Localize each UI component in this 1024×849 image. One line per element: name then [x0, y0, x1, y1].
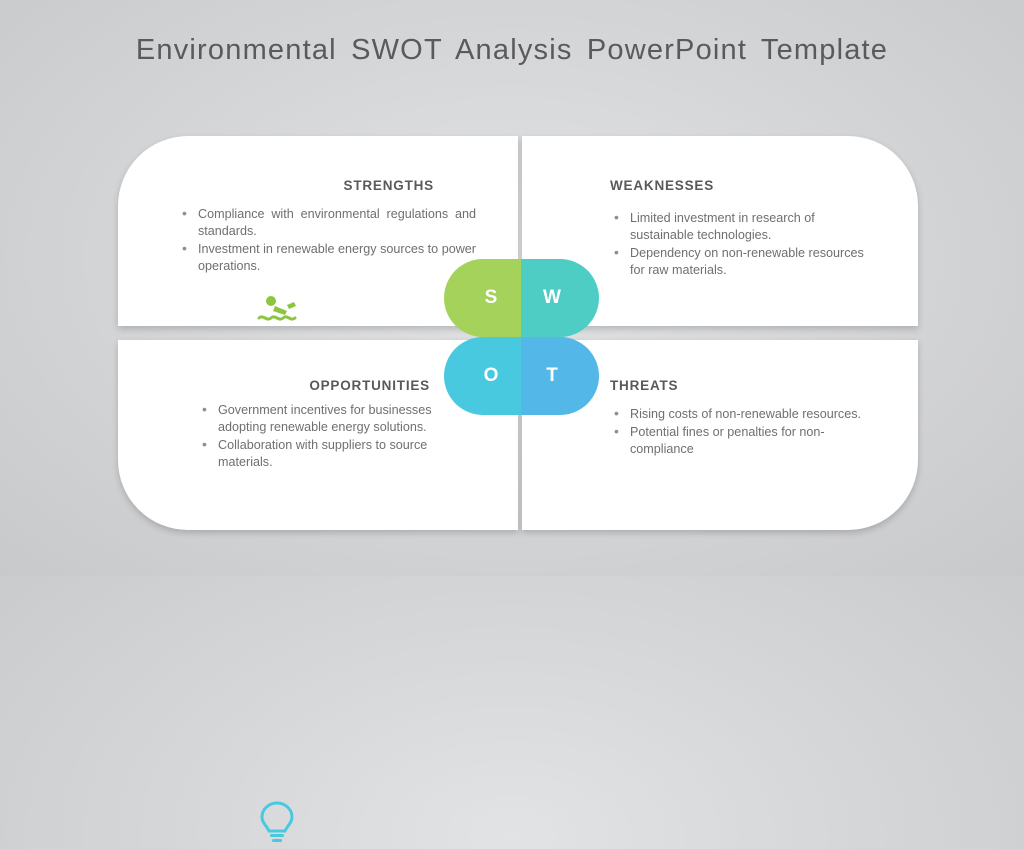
circle-letter-w: W	[543, 287, 561, 308]
circle-letter-s: S	[484, 287, 498, 308]
list-item: • Compliance with environmental regulations and standards.	[176, 206, 476, 240]
heading-threats: THREATS	[610, 378, 679, 393]
list-item: • Government incentives for businesses adopting renewable energy solutions.	[196, 402, 446, 436]
circle-letter-o: O	[483, 365, 499, 386]
list-item: • Potential fines or penalties for non-compliance	[608, 424, 880, 458]
heading-weaknesses: WEAKNESSES	[610, 178, 715, 193]
bullet-list-threats	[608, 406, 880, 459]
circle-letter-t: T	[546, 365, 558, 386]
list-item: • Rising costs of non-renewable resources.	[608, 406, 880, 423]
list-item: • Limited investment in research of sustainable technologies.	[608, 210, 876, 244]
list-item: • Collaboration with suppliers to source materials.	[196, 437, 446, 471]
lightbulb-icon	[258, 800, 296, 849]
list-item: • Dependency on non-renewable resources for raw materials.	[608, 245, 876, 279]
bullet-list-opportunities	[196, 402, 446, 472]
heading-opportunities: OPPORTUNITIES	[309, 378, 430, 393]
heading-strengths: STRENGTHS	[343, 178, 434, 193]
swimmer-icon	[257, 294, 299, 329]
circle-threats[interactable]	[521, 337, 599, 415]
page-title: Environmental SWOT Analysis PowerPoint Template	[135, 34, 889, 66]
circle-weaknesses[interactable]	[521, 259, 599, 337]
circle-strengths[interactable]	[444, 259, 522, 337]
circle-opportunities[interactable]	[444, 337, 522, 415]
bullet-list-weaknesses	[608, 210, 876, 280]
list-item: • Investment in renewable energy sources to power operations.	[176, 241, 476, 275]
bullet-list-strengths	[176, 206, 476, 276]
